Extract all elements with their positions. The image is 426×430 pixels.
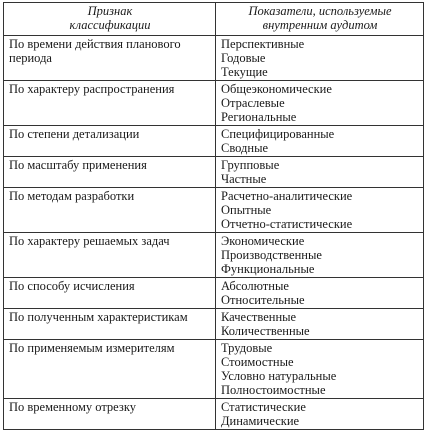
indicator-item: Качественные [221,310,297,324]
table-row [4,309,424,340]
indicator-item: Специфицированные [221,127,335,141]
table-header-row [4,3,424,36]
indicator-item: Годовые [221,51,266,65]
criterion-cell: По масштабу применения [4,157,216,188]
table-row [4,399,424,430]
indicator-item: Функциональные [221,262,315,276]
indicator-item: Частные [221,172,267,186]
indicators-cell [216,309,424,340]
indicator-item: Расчетно-аналитические [221,189,353,203]
indicator-item: Опытные [221,203,272,217]
indicator-item: Стоимостные [221,355,294,369]
indicator-item: Условно натуральные [221,369,337,383]
indicator-item: Региональные [221,110,297,124]
indicator-item: Текущие [221,65,268,79]
indicators-cell [216,399,424,430]
header-criterion-line: Признак [87,4,133,18]
indicators-cell [216,278,424,309]
indicator-item: Абсолютные [221,279,289,293]
table-row [4,188,424,233]
indicator-item: Динамические [221,414,300,428]
table-row [4,81,424,126]
classification-table-wrapper [3,2,423,430]
indicator-item: Групповые [221,158,280,172]
table-row [4,36,424,81]
table-row [4,157,424,188]
header-indicators [216,3,424,36]
header-indicators-line: Показатели, используемые [248,4,392,18]
criterion-cell: По временному отрезку [4,399,216,430]
indicators-cell [216,188,424,233]
table-row [4,126,424,157]
table-row [4,340,424,399]
criterion-cell: По характеру решаемых задач [4,233,216,278]
indicator-item: Полностоимостные [221,383,326,397]
indicator-item: Перспективные [221,37,305,51]
classification-table [3,2,424,430]
indicator-item: Отраслевые [221,96,285,110]
indicator-item: Экономические [221,234,305,248]
indicator-item: Количественные [221,324,310,338]
table-row [4,278,424,309]
indicator-item: Трудовые [221,341,273,355]
indicators-cell [216,340,424,399]
indicators-cell [216,157,424,188]
indicator-item: Производственные [221,248,322,262]
criterion-cell: По способу исчисления [4,278,216,309]
criterion-cell: По характеру распространения [4,81,216,126]
criterion-cell: По степени детализации [4,126,216,157]
indicators-cell [216,36,424,81]
indicator-item: Сводные [221,141,269,155]
criterion-cell: По методам разработки [4,188,216,233]
indicators-cell [216,81,424,126]
indicator-item: Отчетно-статистические [221,217,353,231]
header-criterion [4,3,216,36]
indicator-item: Относительные [221,293,305,307]
indicator-item: Общеэкономические [221,82,332,96]
table-row [4,233,424,278]
criterion-cell: По применяемым измерителям [4,340,216,399]
criterion-cell: По времени действия планового периода [4,36,216,81]
indicators-cell [216,126,424,157]
header-criterion-line: классификации [69,18,151,32]
indicator-item: Статистические [221,400,306,414]
criterion-cell: По полученным характеристикам [4,309,216,340]
indicators-cell [216,233,424,278]
header-indicators-line: внутренним аудитом [262,18,378,32]
